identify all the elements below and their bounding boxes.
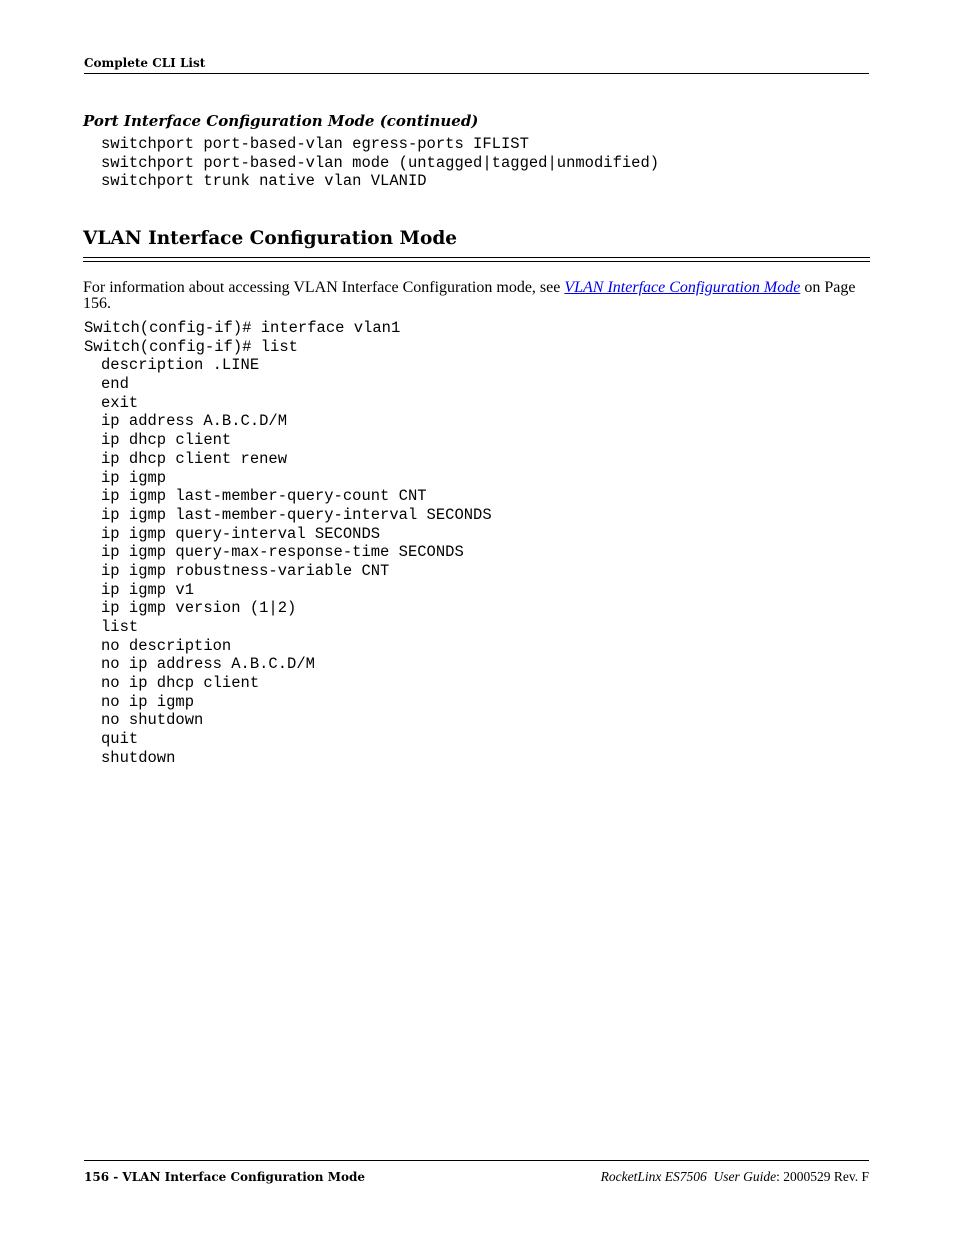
command-line: switchport port-based-vlan egress-ports IFLIST xyxy=(101,135,529,153)
section-title-rule xyxy=(83,257,870,262)
command-line: exit xyxy=(101,393,139,412)
command-line: no ip igmp xyxy=(101,692,195,711)
command-line: ip igmp last-member-query-count CNT xyxy=(101,487,427,506)
running-header: Complete CLI List xyxy=(84,56,206,70)
header-rule xyxy=(84,73,869,74)
command-line: description .LINE xyxy=(101,356,260,375)
command-line: ip igmp robustness-variable CNT xyxy=(101,561,390,580)
footer-guide: User Guide xyxy=(713,1169,777,1184)
command-line: switchport port-based-vlan mode (untagged|tagged|unmodified) xyxy=(101,153,660,172)
footer-page-label: 156 - VLAN Interface Configuration Mode xyxy=(84,1170,366,1184)
command-line: no ip address A.B.C.D/M xyxy=(101,655,315,674)
intro-paragraph xyxy=(83,280,863,312)
command-line: ip igmp v1 xyxy=(101,580,195,599)
section-title: VLAN Interface Configuration Mode xyxy=(83,228,458,249)
command-line: ip igmp xyxy=(101,468,167,487)
vlan-interface-config-link[interactable]: VLAN Interface Configuration Mode xyxy=(564,279,801,296)
command-line: ip address A.B.C.D/M xyxy=(101,412,288,431)
command-line: quit xyxy=(101,730,139,749)
command-line: ip dhcp client renew xyxy=(101,449,288,468)
port-command-list xyxy=(84,135,659,191)
command-line: ip dhcp client xyxy=(101,431,232,450)
command-line: ip igmp query-max-response-time SECONDS xyxy=(101,543,464,562)
command-line: no ip dhcp client xyxy=(101,674,260,693)
prompt-line: Switch(config-if)# interface vlan1 xyxy=(84,319,401,337)
footer-product: RocketLinx ES7506 xyxy=(600,1169,707,1184)
command-line: ip igmp version (1|2) xyxy=(101,599,297,618)
vlan-command-list xyxy=(84,319,492,768)
footer-doc-id: : 2000529 Rev. F xyxy=(776,1169,869,1184)
command-line: no description xyxy=(101,636,232,655)
command-line: ip igmp last-member-query-interval SECONDS xyxy=(101,505,492,524)
footer-doc-info xyxy=(601,1170,869,1184)
prompt-line: Switch(config-if)# list xyxy=(84,337,298,356)
command-line: end xyxy=(101,375,129,394)
command-line: no shutdown xyxy=(101,711,204,730)
command-line: list xyxy=(101,618,139,636)
command-line: switchport trunk native vlan VLANID xyxy=(101,172,427,191)
command-line: shutdown xyxy=(101,748,176,767)
intro-suffix: on Page 156. xyxy=(83,279,856,312)
port-section-subheading: Port Interface Configuration Mode (continued) xyxy=(83,112,479,130)
intro-prefix: For information about accessing VLAN Interface Configuration mode, see xyxy=(83,279,565,296)
command-line: ip igmp query-interval SECONDS xyxy=(101,524,381,543)
footer-rule xyxy=(84,1160,869,1161)
